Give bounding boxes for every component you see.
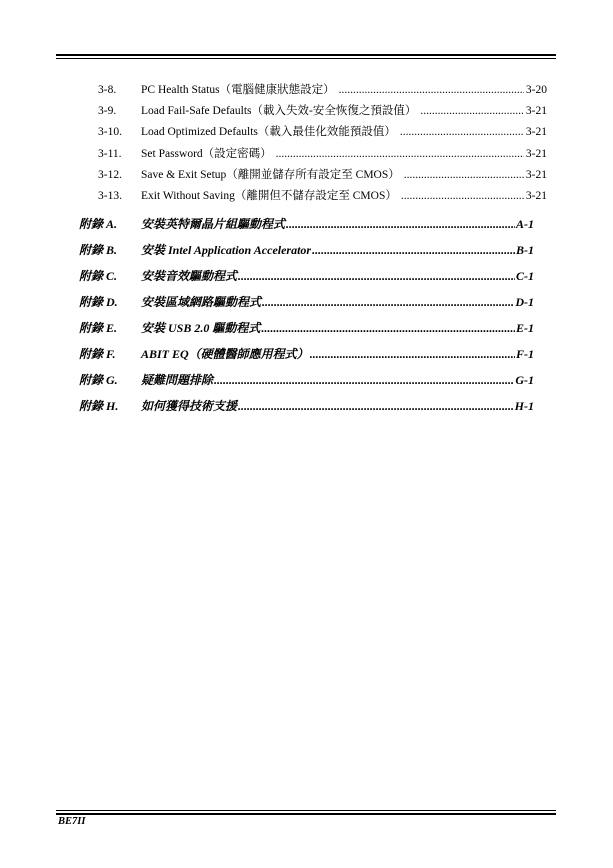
page-number: 3-21 [525, 105, 547, 117]
footer-model: BE7II [58, 816, 86, 827]
toc-entry[interactable] [0, 146, 613, 162]
appendix-label: 附錄 C. [79, 269, 118, 283]
appendix-title: 安裝音效驅動程式 [141, 269, 238, 283]
dot-leader [238, 267, 515, 285]
toc-entry[interactable] [0, 82, 613, 98]
section-title: Set Password（設定密碼） [141, 148, 272, 160]
dot-leader [310, 345, 515, 363]
footer-rule-thick [56, 813, 556, 815]
toc-entry[interactable] [0, 124, 613, 140]
appendix-entry[interactable] [0, 215, 613, 233]
page-number: 3-21 [525, 148, 547, 160]
section-title: Exit Without Saving（離開但不儲存設定至 CMOS） [141, 190, 397, 202]
page-number: H-1 [514, 399, 534, 413]
page-number: C-1 [516, 269, 534, 283]
appendix-entry[interactable] [0, 241, 613, 259]
section-number: 3-12. [98, 169, 122, 181]
dot-leader [401, 188, 524, 204]
section-title: Load Optimized Defaults（載入最佳化效能預設值） [141, 126, 396, 138]
appendix-title: 安裝區域網路驅動程式 [141, 295, 262, 309]
dot-leader [214, 371, 514, 389]
toc-entry[interactable] [0, 167, 613, 183]
dot-leader [286, 215, 515, 233]
appendix-label: 附錄 G. [79, 373, 118, 387]
dot-leader [404, 167, 524, 183]
appendix-label: 附錄 E. [79, 321, 118, 335]
appendix-title: 安裝 Intel Application Accelerator [141, 243, 312, 257]
appendix-entry[interactable] [0, 319, 613, 337]
toc-entry[interactable] [0, 188, 613, 204]
header-rule-thick [56, 54, 556, 56]
page-number: 3-20 [525, 84, 547, 96]
appendix-label: 附錄 A. [79, 217, 118, 231]
appendix-entry[interactable] [0, 345, 613, 363]
appendix-label: 附錄 B. [79, 243, 118, 257]
page-number: D-1 [515, 295, 534, 309]
appendix-entry[interactable] [0, 371, 613, 389]
appendix-title: 安裝英特爾晶片組驅動程式 [141, 217, 286, 231]
page-number: G-1 [515, 373, 534, 387]
dot-leader [420, 103, 524, 119]
toc-entry[interactable] [0, 103, 613, 119]
dot-leader [276, 146, 524, 162]
appendix-entry[interactable] [0, 397, 613, 415]
page-number: F-1 [516, 347, 534, 361]
page-number: 3-21 [525, 169, 547, 181]
dot-leader [400, 124, 524, 140]
page-number: E-1 [516, 321, 534, 335]
section-number: 3-9. [98, 105, 117, 117]
appendix-label: 附錄 F. [79, 347, 116, 361]
appendix-entry[interactable] [0, 293, 613, 311]
appendix-title: ABIT EQ（硬體醫師應用程式） [141, 347, 309, 361]
appendix-label: 附錄 D. [79, 295, 118, 309]
dot-leader [339, 82, 524, 98]
section-title: Save & Exit Setup（離開並儲存所有設定至 CMOS） [141, 169, 400, 181]
dot-leader [238, 397, 514, 415]
dot-leader [262, 293, 514, 311]
dot-leader [312, 241, 515, 259]
page-number: B-1 [516, 243, 534, 257]
dot-leader [261, 319, 515, 337]
section-title: PC Health Status（電腦健康狀態設定） [141, 84, 335, 96]
footer-rule-thin [56, 810, 556, 811]
appendix-label: 附錄 H. [79, 399, 119, 413]
section-number: 3-13. [98, 190, 122, 202]
page-number: 3-21 [525, 190, 547, 202]
section-number: 3-10. [98, 126, 122, 138]
appendix-title: 疑難問題排除 [141, 373, 214, 387]
section-number: 3-11. [98, 148, 122, 160]
section-title: Load Fail-Safe Defaults（載入失效-安全恢復之預設值） [141, 105, 417, 117]
header-rule-thin [56, 58, 556, 59]
appendix-title: 如何獲得技術支援 [141, 399, 238, 413]
appendix-title: 安裝 USB 2.0 驅動程式 [141, 321, 261, 335]
section-number: 3-8. [98, 84, 117, 96]
page-number: A-1 [516, 217, 534, 231]
page-number: 3-21 [525, 126, 547, 138]
appendix-entry[interactable] [0, 267, 613, 285]
